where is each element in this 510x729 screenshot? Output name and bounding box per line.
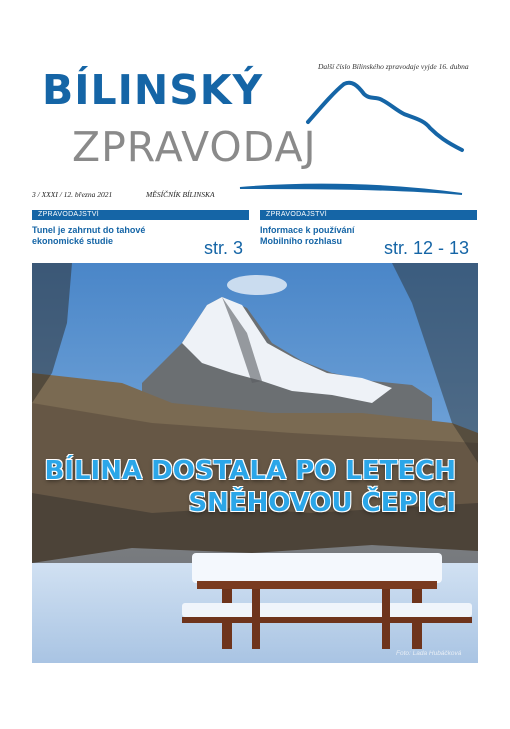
issue-info: 3 / XXXI / 12. března 2021	[32, 190, 113, 199]
teaser-right-page[interactable]: str. 12 - 13	[384, 238, 470, 258]
headline-line2: SNĚHOVOU ČEPICI	[188, 488, 456, 518]
teaser-left-page[interactable]: str. 3	[204, 238, 244, 258]
photo-credit: Foto: Lada Hubáčková	[396, 650, 462, 657]
masthead-title-line1: BÍLINSKÝ	[42, 66, 264, 114]
teaser-left-text[interactable]: Tunel je zahrnut do tahové ekonomické studie	[32, 225, 146, 246]
section-bar-right: ZPRAVODAJSTVÍ	[260, 210, 477, 220]
next-issue-note: Další číslo Bílinského zpravodaje vyjde 16. dubna	[318, 62, 469, 71]
cover-headline	[32, 455, 478, 519]
masthead-title-line2: ZPRAVODAJ	[72, 123, 317, 171]
section-bar-left: ZPRAVODAJSTVÍ	[32, 210, 249, 220]
headline-line1: BÍLINA DOSTALA PO LETECH	[44, 456, 456, 486]
periodicity-label: MĚSÍČNÍK BÍLINSKA	[146, 190, 215, 199]
teaser-right-text[interactable]: Informace k používání Mobilního rozhlasu	[260, 225, 355, 246]
